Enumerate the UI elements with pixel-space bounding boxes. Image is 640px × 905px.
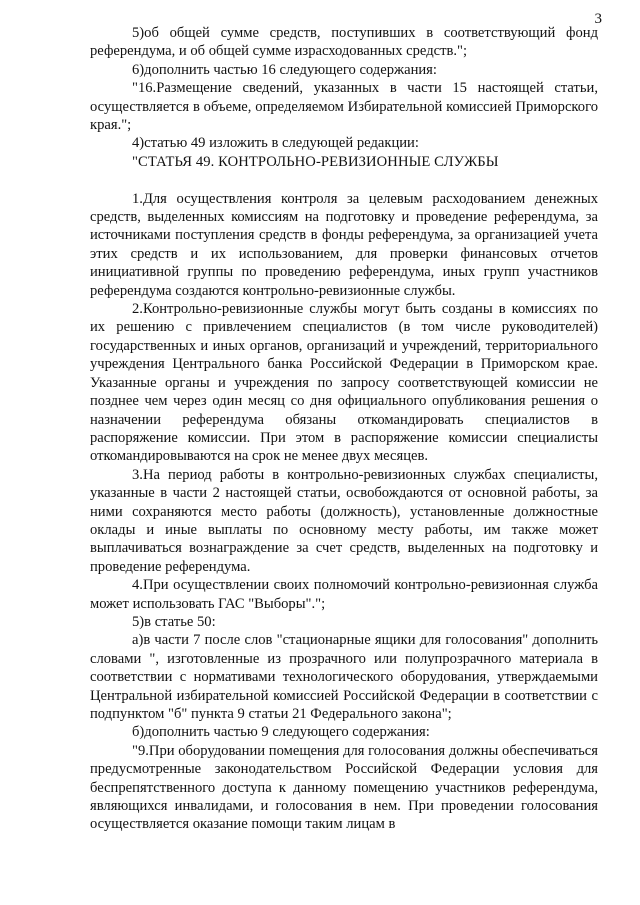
article-49-part-2: 2.Контрольно-ревизионные службы могут быть созданы в комиссиях по их решению с привлечением специалистов (в том числе руководителей) государственных и иных органов, организаций и учреждений, территориального учреждения Центрального банка Российской Федерации в Приморском крае. Указанные органы и учреждения по запросу соответствующей комиссии не позднее чем через один месяц со дня официального опубликования решения о назначении референдума обязаны откомандировать специалистов в распоряжение комиссии. При этом в распоряжение комиссии специалисты откомандировываются на срок не менее двух месяцев. [90, 301, 598, 465]
article-49-part-3: 3.На период работы в контрольно-ревизионных службах специалисты, указанные в части 2 настоящей статьи, освобождаются от основной работы, за ними сохраняются место работы (должность), установленные должностные оклады и иные выплаты по основному месту работы, им также может выплачиваться вознаграждение за счет средств, выделенных на подготовку и проведение референдума. [90, 466, 598, 575]
article-49-heading: "СТАТЬЯ 49. КОНТРОЛЬНО-РЕВИЗИОННЫЕ СЛУЖБЫ [132, 153, 499, 170]
paragraph-amend-article-50: 5)в статье 50: [132, 613, 216, 630]
paragraph-amend-4: 4)статью 49 изложить в следующей редакции: [132, 135, 419, 152]
article-49-part-1: 1.Для осуществления контроля за целевым расходованием денежных средств, выделенных комиссиям на подготовку и проведение референдума, за источниками поступления средств в фонды референдума, за организацией учета этих средств и их использованием, для проверки финансовых отчетов инициативной группы по проведению референдума, иных групп участников референдума создаются контрольно-ревизионные службы. [90, 190, 598, 299]
blank-line [90, 171, 598, 189]
paragraph-amend-5: 5)об общей сумме средств, поступивших в соответствующий фонд референдума, и об общей сумме израсходованных средств."; [90, 25, 598, 60]
article-50-part-9: "9.При оборудовании помещения для голосования должны обеспечиваться предусмотренные законодательством Российской Федерации условия для беспрепятственного доступа к данному помещению участников референдума, являющихся инвалидами, и голосования в нем. При проведении голосования осуществляется оказание помощи таким лицам в [90, 742, 598, 833]
article-50-item-a: а)в части 7 после слов "стационарные ящики для голосования" дополнить словами ", изготовленные из прозрачного или полупрозрачного материала в соответствии с нормативами технологического оборудования, утверждаемыми Центральной избирательной комиссией Российской Федерации в соответствии с подпунктом "б" пункта 9 статьи 21 Федерального закона"; [90, 632, 598, 723]
page-number: 3 [594, 11, 602, 27]
document-body [90, 24, 598, 834]
paragraph-part-16: "16.Размещение сведений, указанных в части 15 настоящей статьи, осуществляется в объеме, определяемом Избирательной комиссией Приморского края."; [90, 80, 598, 134]
article-50-item-b: б)дополнить частью 9 следующего содержания: [132, 724, 430, 741]
paragraph-amend-6: 6)дополнить частью 16 следующего содержания: [132, 61, 437, 78]
article-49-part-4: 4.При осуществлении своих полномочий контрольно-ревизионная служба может использовать ГАС "Выборы"."; [90, 577, 598, 612]
